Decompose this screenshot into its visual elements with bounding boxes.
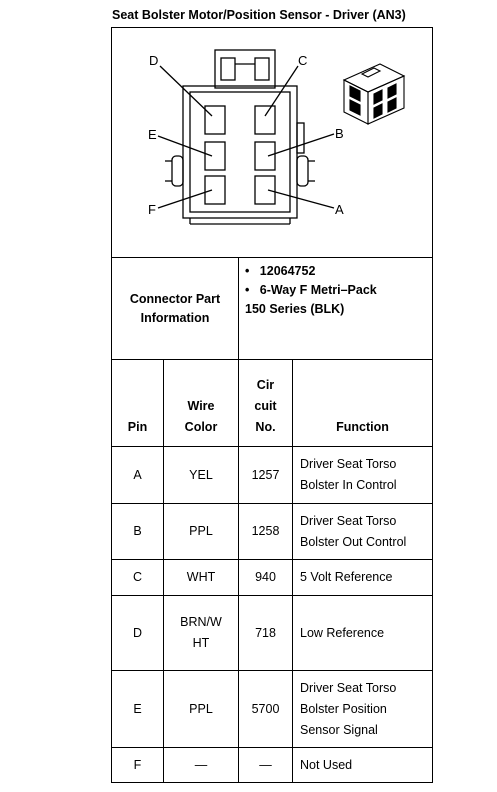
header-circuit: Cir cuit No. — [254, 378, 277, 434]
leader-c — [265, 66, 298, 116]
row-b-pin: B — [133, 524, 142, 538]
right-rib — [297, 123, 304, 153]
row-f-function: Not Used — [300, 757, 353, 772]
info-item-series: 150 Series (BLK) — [245, 302, 345, 316]
right-ear — [297, 156, 308, 186]
header-pin: Pin — [127, 420, 148, 434]
row-b-function: Driver Seat Torso Bolster Out Control — [300, 513, 407, 549]
row-d-function: Low Reference — [300, 625, 385, 640]
row-c-function: 5 Volt Reference — [300, 570, 393, 584]
latch-slot-right — [255, 58, 269, 80]
row-e-function: Driver Seat Torso Bolster Position Sensor Signal — [300, 680, 397, 737]
row-c-circuit: 940 — [255, 570, 276, 584]
page-title: Seat Bolster Motor/Position Sensor - Driver (AN3) — [112, 8, 406, 22]
row-a-function: Driver Seat Torso Bolster In Control — [300, 457, 397, 492]
row-f-color: — — [194, 757, 208, 772]
row-b-circuit: 1258 — [251, 524, 280, 538]
connector-info-label: Connector Part Information — [129, 291, 221, 325]
pin-label-a: A — [335, 202, 344, 217]
latch-slot-left — [221, 58, 235, 80]
divider-info-col — [238, 257, 239, 360]
leader-a — [268, 190, 334, 208]
cavity-d — [205, 106, 225, 134]
row-c-color: WHT — [186, 570, 216, 584]
leader-f — [158, 190, 212, 208]
leader-d — [160, 66, 212, 116]
pin-label-e: E — [148, 127, 157, 142]
pin-label-b: B — [335, 126, 344, 141]
header-wire-color: Wire Color — [184, 399, 218, 434]
cavity-f — [205, 176, 225, 204]
pin-label-c: C — [298, 53, 308, 68]
left-ear — [172, 156, 183, 186]
info-item-description: • 6-Way F Metri–Pack — [245, 283, 377, 297]
cavity-a — [255, 176, 275, 204]
row-a-color: YEL — [189, 467, 213, 482]
row-d-color: BRN/W HT — [180, 615, 222, 650]
connector-diagram — [112, 28, 432, 257]
connector-info-list — [245, 262, 377, 319]
row-c-pin: C — [132, 570, 143, 584]
connector-latch — [215, 50, 275, 88]
row-e-pin: E — [133, 701, 142, 716]
info-item-part-number: • 12064752 — [245, 264, 316, 278]
cavity-c — [255, 106, 275, 134]
connector-iso-view — [344, 64, 404, 124]
row-a-pin: A — [133, 467, 142, 482]
row-b-color: PPL — [189, 524, 213, 538]
row-d-circuit: 718 — [255, 625, 276, 640]
pin-label-f: F — [148, 202, 156, 217]
row-e-circuit: 5700 — [251, 701, 280, 716]
row-a-circuit: 1257 — [251, 467, 280, 482]
row-f-circuit: — — [259, 757, 272, 772]
row-d-pin: D — [132, 625, 143, 640]
row-f-pin: F — [133, 757, 142, 772]
row-e-color: PPL — [189, 701, 213, 716]
cavity-e — [205, 142, 225, 170]
pin-label-d: D — [149, 53, 159, 68]
leader-e — [158, 136, 212, 156]
cavity-b — [255, 142, 275, 170]
header-function: Function — [336, 420, 389, 434]
